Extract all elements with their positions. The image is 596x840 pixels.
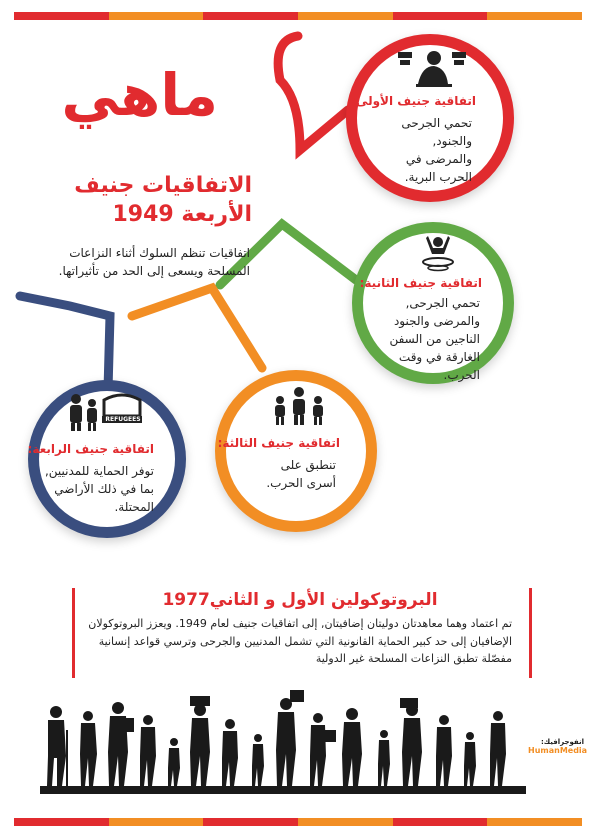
wounded-soldier-icon	[396, 46, 470, 90]
silhouette-figure-11	[342, 708, 362, 786]
silhouette-figure-6	[190, 696, 210, 786]
silhouette-figure-10	[310, 713, 336, 786]
silhouette-figure-2	[80, 711, 97, 786]
silhouette-figure-3	[108, 702, 134, 786]
intro-text: اتفاقيات تنظم السلوك أثناء النزاعات المسلحة ويسعى إلى الحد من تأثيراتها.	[58, 246, 250, 278]
prisoners-icon	[270, 386, 328, 426]
brand-label: انفوجرافيك:	[540, 738, 584, 746]
protocols-text: تم اعتماد وهما معاهدتان دوليتان إضافيتان, إلى اتفاقيات جنيف لعام 1949. ويعزز البروتوكولان الإضافيان إلى حد كبير الحماية القانونية التي تشمل المدنيين والجرحى وترسي قواعد إنسانية مفصّلة تطبق النزاعات المسلحة غير الدولية	[88, 617, 512, 666]
red-connector	[278, 36, 348, 150]
silhouette-figure-9	[276, 690, 304, 786]
protocols-title: البروتوكولين الأول و الثاني1977	[162, 590, 438, 610]
navy-connector	[20, 296, 110, 390]
drowning-person-icon	[420, 234, 456, 272]
convention-3-text: تنطبق على أسرى الحرب.	[266, 458, 336, 490]
brand-name: HumanMedia	[528, 746, 588, 755]
silhouette-figure-12	[378, 730, 390, 786]
silhouette-figure-13	[400, 698, 422, 786]
silhouette-figure-4	[140, 715, 156, 786]
convention-2-title: اتفاقية جنيف الثانية:	[359, 276, 482, 290]
orange-connector	[132, 288, 262, 368]
convention-1-title: اتفاقية جنيف الأولى:	[351, 94, 476, 108]
silhouette-figure-1	[47, 706, 68, 786]
silhouette-figure-14	[436, 715, 452, 786]
convention-3-title: اتفاقية جنيف الثالثة:	[217, 436, 340, 450]
refugees-icon	[66, 392, 142, 432]
silhouette-figure-5	[168, 738, 180, 786]
page-subtitle-year: الأربعة 1949	[112, 202, 252, 227]
page-title: ماهي	[61, 61, 218, 129]
silhouette-figure-8	[252, 734, 264, 786]
refugees-icon-label: REFUGEES	[105, 416, 141, 423]
refugees-silhouette-illustration	[40, 690, 526, 794]
convention-4-text: توفر الحماية للمدنيين, بما في ذلك الأراضي المحتلة.	[44, 464, 154, 514]
convention-4-title: اتفاقية جنيف الرابعة:	[27, 442, 154, 456]
silhouette-figure-7	[222, 719, 238, 786]
convention-1-text: تحمي الجرحى والجنود, والمرضى في الحرب البرية.	[401, 116, 472, 184]
silhouette-figure-15	[464, 732, 476, 786]
brand-logo	[528, 738, 588, 768]
silhouette-figure-16	[490, 711, 506, 786]
page-subtitle: الاتفاقيات جنيف	[74, 173, 252, 198]
convention-2-text: تحمي الجرحى, والمرضى والجنود الناجين من السفن الغارقة في وقت الحرب.	[389, 296, 480, 382]
